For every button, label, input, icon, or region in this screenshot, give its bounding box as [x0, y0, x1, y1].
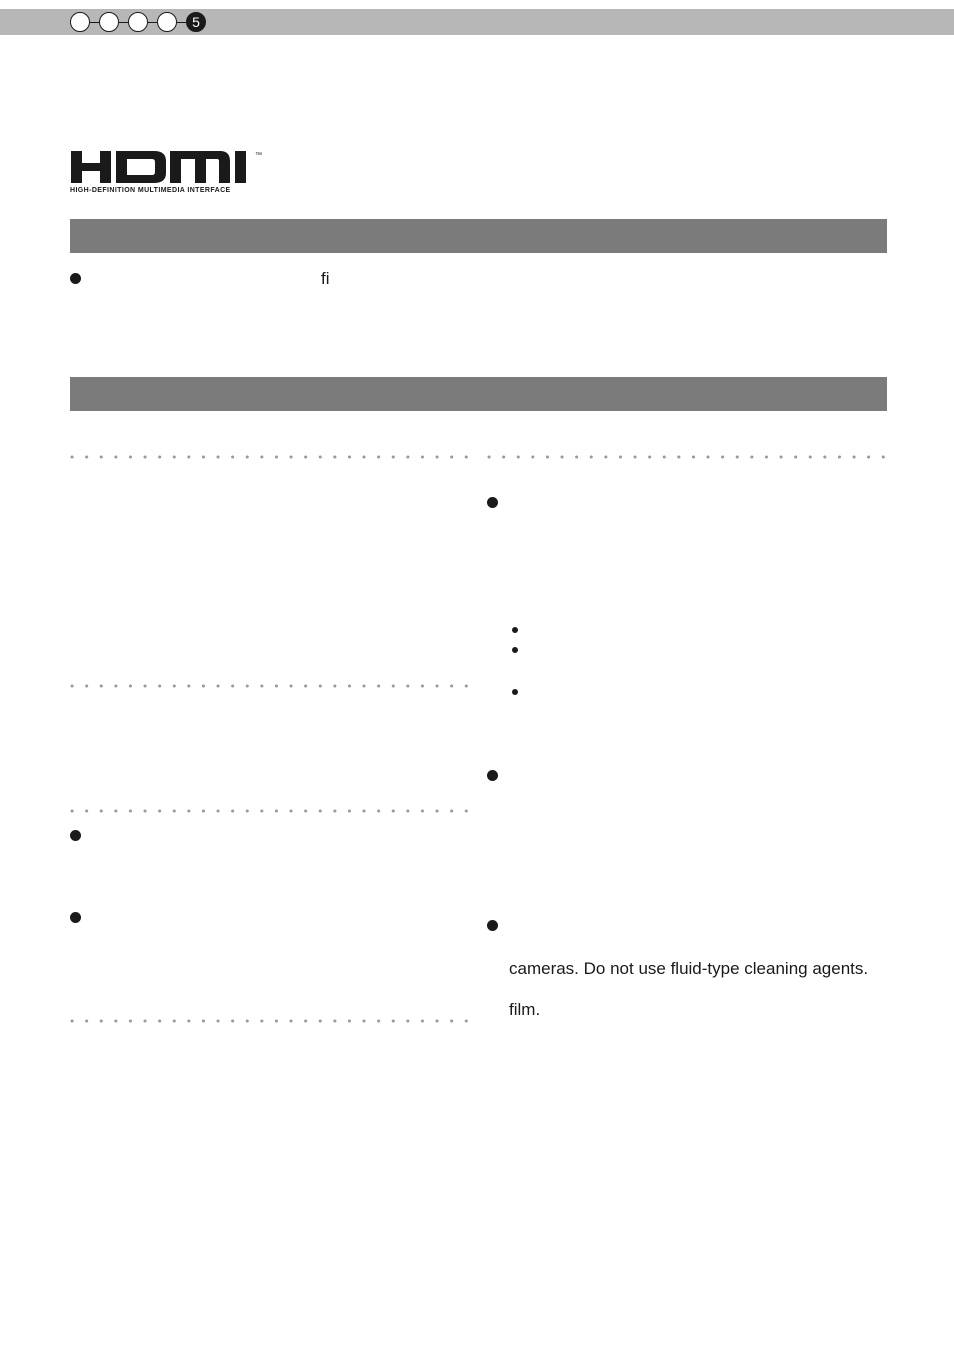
right-bullet-2 [487, 770, 498, 781]
step-3-circle [128, 12, 148, 32]
chapter-step-indicator [70, 12, 210, 32]
section-1-bullet [70, 273, 81, 284]
step-connector [119, 22, 128, 23]
step-2-circle [99, 12, 119, 32]
right-sub-bullet-1 [512, 627, 518, 633]
step-connector [148, 22, 157, 23]
dotted-divider-left-1 [70, 455, 470, 459]
left-bullet-1 [70, 830, 81, 841]
lens-cleaning-text-line-2: film. [509, 1000, 541, 1019]
step-connector [90, 22, 99, 23]
svg-text:™: ™ [255, 152, 262, 159]
section-1-text-fragment: fi [321, 269, 330, 288]
step-4-circle [157, 12, 177, 32]
right-bullet-3 [487, 920, 498, 931]
right-bullet-1 [487, 497, 498, 508]
step-5-circle-active: 5 [186, 12, 206, 32]
dotted-divider-left-4 [70, 1019, 470, 1023]
right-sub-bullet-2 [512, 647, 518, 653]
dotted-divider-left-3 [70, 809, 470, 813]
section-header-bar-2 [70, 377, 887, 411]
step-1-circle [70, 12, 90, 32]
dotted-divider-left-2 [70, 684, 470, 688]
left-bullet-2 [70, 912, 81, 923]
lens-cleaning-text-line-1: cameras. Do not use fluid-type cleaning agents. [509, 959, 869, 978]
step-connector [177, 22, 186, 23]
right-sub-bullet-3 [512, 689, 518, 695]
hdmi-logo-tagline: HIGH-DEFINITION MULTIMEDIA INTERFACE [70, 187, 231, 194]
section-header-bar-1 [70, 219, 887, 253]
dotted-divider-right-1 [487, 455, 887, 459]
